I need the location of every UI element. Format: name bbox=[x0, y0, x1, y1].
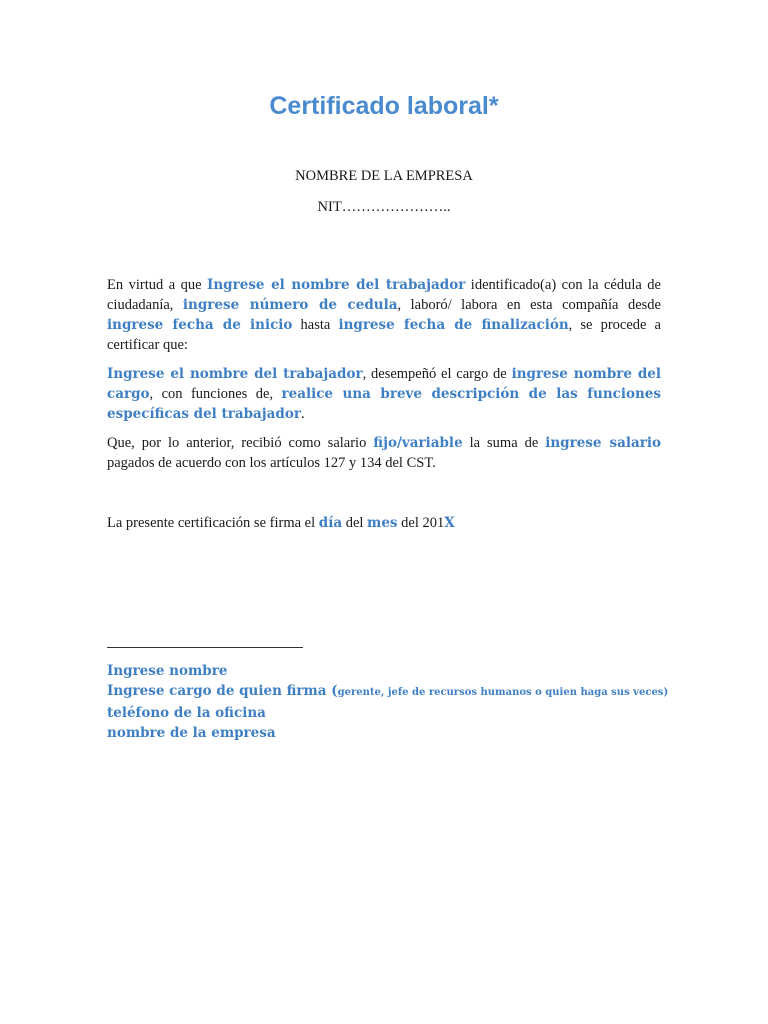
text: Que, por lo anterior, recibió como salario bbox=[107, 435, 374, 451]
placeholder-salary-type: fijo/variable bbox=[373, 435, 463, 451]
paragraph-signature-date bbox=[107, 513, 661, 533]
placeholder-id-number: ingrese número de cedula bbox=[182, 297, 398, 313]
signature-line bbox=[107, 647, 303, 648]
text: , desempeñó el cargo de bbox=[362, 366, 512, 382]
paragraph-employment bbox=[107, 275, 661, 355]
text: pagados de acuerdo con los artículos 127 y 134 del CST. bbox=[107, 455, 436, 471]
text: del 201 bbox=[397, 515, 445, 531]
signature-block bbox=[107, 661, 668, 743]
placeholder-functions: realice una breve descripción de las funciones específicas del trabajador bbox=[107, 386, 661, 422]
signer-name: Ingrese nombre bbox=[107, 663, 228, 679]
text: La presente certificación se firma el bbox=[107, 515, 319, 531]
signer-role bbox=[107, 681, 668, 703]
text: hasta bbox=[292, 317, 339, 333]
placeholder-month: mes bbox=[367, 515, 398, 531]
company-name-header: NOMBRE DE LA EMPRESA bbox=[295, 168, 473, 184]
placeholder-worker-name: Ingrese el nombre del trabajador bbox=[107, 366, 363, 382]
office-phone: teléfono de la oficina bbox=[107, 705, 266, 721]
signer-role-label: Ingrese cargo de quien firma ( bbox=[107, 683, 338, 699]
placeholder-salary: ingrese salario bbox=[545, 435, 661, 451]
text: identificado(a) con la cédula de ciudadanía, bbox=[107, 277, 661, 313]
text: , con funciones de, bbox=[149, 386, 282, 402]
placeholder-end-date: ingrese fecha de finalización bbox=[338, 317, 569, 333]
placeholder-start-date: ingrese fecha de inicio bbox=[107, 317, 293, 333]
placeholder-day: día bbox=[318, 515, 343, 531]
text: En virtud a que bbox=[107, 277, 208, 293]
paragraph-position bbox=[107, 364, 661, 424]
paragraph-salary bbox=[107, 433, 661, 473]
placeholder-year-digit: X bbox=[444, 515, 455, 531]
placeholder-worker-name: Ingrese el nombre del trabajador bbox=[207, 277, 466, 293]
signer-role-note: gerente, jefe de recursos humanos o quien haga sus veces) bbox=[337, 687, 669, 698]
text: , se procede a certificar que: bbox=[107, 317, 661, 353]
text: , laboró/ labora en esta compañía desde bbox=[397, 297, 661, 313]
placeholder-position-name: ingrese nombre del cargo bbox=[107, 366, 661, 402]
nit-line: NIT………………….. bbox=[317, 199, 451, 215]
text: la suma de bbox=[462, 435, 546, 451]
text: . bbox=[300, 406, 305, 422]
text: del bbox=[342, 515, 368, 531]
signer-company: nombre de la empresa bbox=[107, 725, 276, 741]
document-title: Certificado laboral* bbox=[269, 92, 499, 120]
